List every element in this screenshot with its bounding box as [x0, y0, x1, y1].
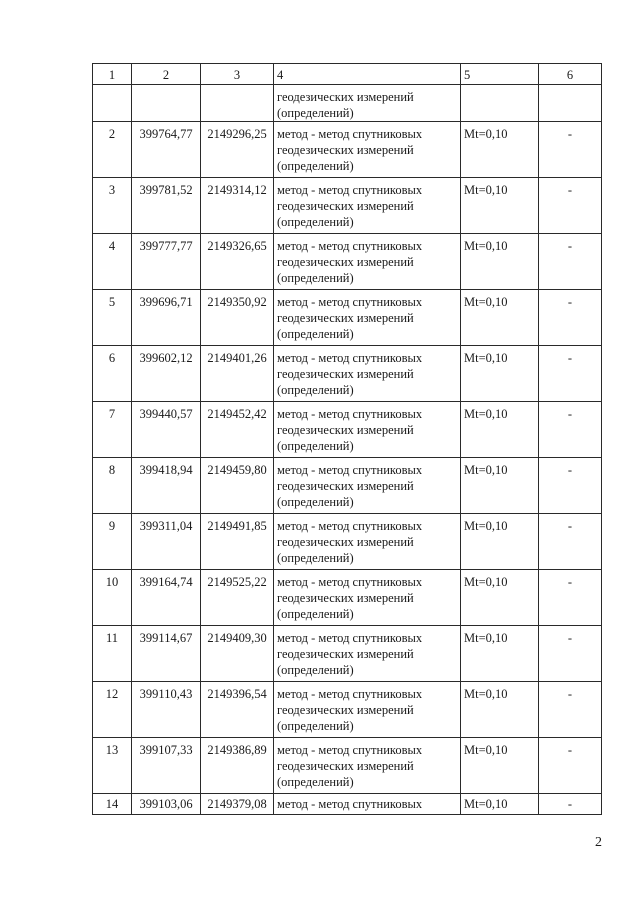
- cell-accuracy: Mt=0,10: [461, 346, 539, 402]
- cell-number: 4: [93, 234, 132, 290]
- table-row: [93, 794, 602, 815]
- table-row: [93, 682, 602, 738]
- cell-y: 2149491,85: [201, 514, 274, 570]
- cell-method: метод - метод спутниковых геодезических измерений (определений): [274, 178, 461, 234]
- cell-number: [93, 85, 132, 122]
- cell-accuracy: Mt=0,10: [461, 234, 539, 290]
- table-row: [93, 738, 602, 794]
- header-cell: 1: [93, 64, 132, 85]
- cell-number: 7: [93, 402, 132, 458]
- cell-y: 2149525,22: [201, 570, 274, 626]
- cell-accuracy: Mt=0,10: [461, 738, 539, 794]
- cell-note: -: [539, 234, 602, 290]
- cell-y: 2149379,08: [201, 794, 274, 815]
- cell-accuracy: Mt=0,10: [461, 570, 539, 626]
- cell-method: метод - метод спутниковых геодезических измерений (определений): [274, 402, 461, 458]
- cell-accuracy: Mt=0,10: [461, 626, 539, 682]
- cell-x: 399418,94: [132, 458, 201, 514]
- cell-note: -: [539, 346, 602, 402]
- cell-method: метод - метод спутниковых геодезических измерений (определений): [274, 346, 461, 402]
- cell-y: 2149409,30: [201, 626, 274, 682]
- table-row: [93, 178, 602, 234]
- cell-accuracy: Mt=0,10: [461, 122, 539, 178]
- continuation-row: [93, 85, 602, 122]
- table-row: [93, 122, 602, 178]
- cell-method: метод - метод спутниковых: [274, 794, 461, 815]
- header-cell: 3: [201, 64, 274, 85]
- cell-y: [201, 85, 274, 122]
- table-header-row: [93, 64, 602, 85]
- cell-accuracy: Mt=0,10: [461, 290, 539, 346]
- cell-x: 399103,06: [132, 794, 201, 815]
- cell-method: метод - метод спутниковых геодезических измерений (определений): [274, 626, 461, 682]
- table-row: [93, 234, 602, 290]
- cell-method: метод - метод спутниковых геодезических измерений (определений): [274, 514, 461, 570]
- cell-accuracy: Mt=0,10: [461, 458, 539, 514]
- header-cell: 5: [461, 64, 539, 85]
- cell-x: 399440,57: [132, 402, 201, 458]
- cell-x: [132, 85, 201, 122]
- cell-x: 399114,67: [132, 626, 201, 682]
- cell-y: 2149401,26: [201, 346, 274, 402]
- header-cell: 2: [132, 64, 201, 85]
- cell-note: -: [539, 458, 602, 514]
- cell-number: 2: [93, 122, 132, 178]
- cell-y: 2149396,54: [201, 682, 274, 738]
- cell-method: метод - метод спутниковых геодезических измерений (определений): [274, 682, 461, 738]
- cell-number: 12: [93, 682, 132, 738]
- cell-accuracy: Mt=0,10: [461, 794, 539, 815]
- table-row: [93, 626, 602, 682]
- cell-y: 2149326,65: [201, 234, 274, 290]
- cell-x: 399602,12: [132, 346, 201, 402]
- cell-y: 2149296,25: [201, 122, 274, 178]
- cell-note: -: [539, 682, 602, 738]
- cell-x: 399311,04: [132, 514, 201, 570]
- cell-note: -: [539, 290, 602, 346]
- cell-method: метод - метод спутниковых геодезических измерений (определений): [274, 122, 461, 178]
- cell-note: -: [539, 514, 602, 570]
- coordinates-table: [92, 63, 602, 815]
- cell-x: 399781,52: [132, 178, 201, 234]
- cell-number: 10: [93, 570, 132, 626]
- cell-accuracy: [461, 85, 539, 122]
- cell-x: 399107,33: [132, 738, 201, 794]
- cell-number: 11: [93, 626, 132, 682]
- cell-note: -: [539, 570, 602, 626]
- table-row: [93, 514, 602, 570]
- cell-method: метод - метод спутниковых геодезических измерений (определений): [274, 234, 461, 290]
- cell-y: 2149350,92: [201, 290, 274, 346]
- cell-number: 9: [93, 514, 132, 570]
- cell-accuracy: Mt=0,10: [461, 514, 539, 570]
- cell-x: 399164,74: [132, 570, 201, 626]
- cell-x: 399764,77: [132, 122, 201, 178]
- cell-accuracy: Mt=0,10: [461, 178, 539, 234]
- page-number: 2: [595, 835, 602, 850]
- cell-number: 14: [93, 794, 132, 815]
- cell-note: -: [539, 402, 602, 458]
- cell-y: 2149459,80: [201, 458, 274, 514]
- cell-x: 399777,77: [132, 234, 201, 290]
- cell-number: 3: [93, 178, 132, 234]
- cell-note: [539, 85, 602, 122]
- cell-method: геодезических измерений (определений): [274, 85, 461, 122]
- header-cell: 4: [274, 64, 461, 85]
- cell-y: 2149452,42: [201, 402, 274, 458]
- cell-number: 8: [93, 458, 132, 514]
- table-row: [93, 290, 602, 346]
- cell-note: -: [539, 794, 602, 815]
- cell-number: 13: [93, 738, 132, 794]
- cell-note: -: [539, 626, 602, 682]
- cell-x: 399110,43: [132, 682, 201, 738]
- table-row: [93, 346, 602, 402]
- cell-note: -: [539, 122, 602, 178]
- cell-accuracy: Mt=0,10: [461, 682, 539, 738]
- cell-x: 399696,71: [132, 290, 201, 346]
- cell-note: -: [539, 738, 602, 794]
- table-row: [93, 458, 602, 514]
- cell-method: метод - метод спутниковых геодезических измерений (определений): [274, 290, 461, 346]
- table-row: [93, 402, 602, 458]
- cell-method: метод - метод спутниковых геодезических измерений (определений): [274, 570, 461, 626]
- cell-accuracy: Mt=0,10: [461, 402, 539, 458]
- header-cell: 6: [539, 64, 602, 85]
- table-row: [93, 570, 602, 626]
- cell-note: -: [539, 178, 602, 234]
- cell-number: 6: [93, 346, 132, 402]
- cell-method: метод - метод спутниковых геодезических измерений (определений): [274, 738, 461, 794]
- cell-y: 2149314,12: [201, 178, 274, 234]
- cell-number: 5: [93, 290, 132, 346]
- cell-method: метод - метод спутниковых геодезических измерений (определений): [274, 458, 461, 514]
- cell-y: 2149386,89: [201, 738, 274, 794]
